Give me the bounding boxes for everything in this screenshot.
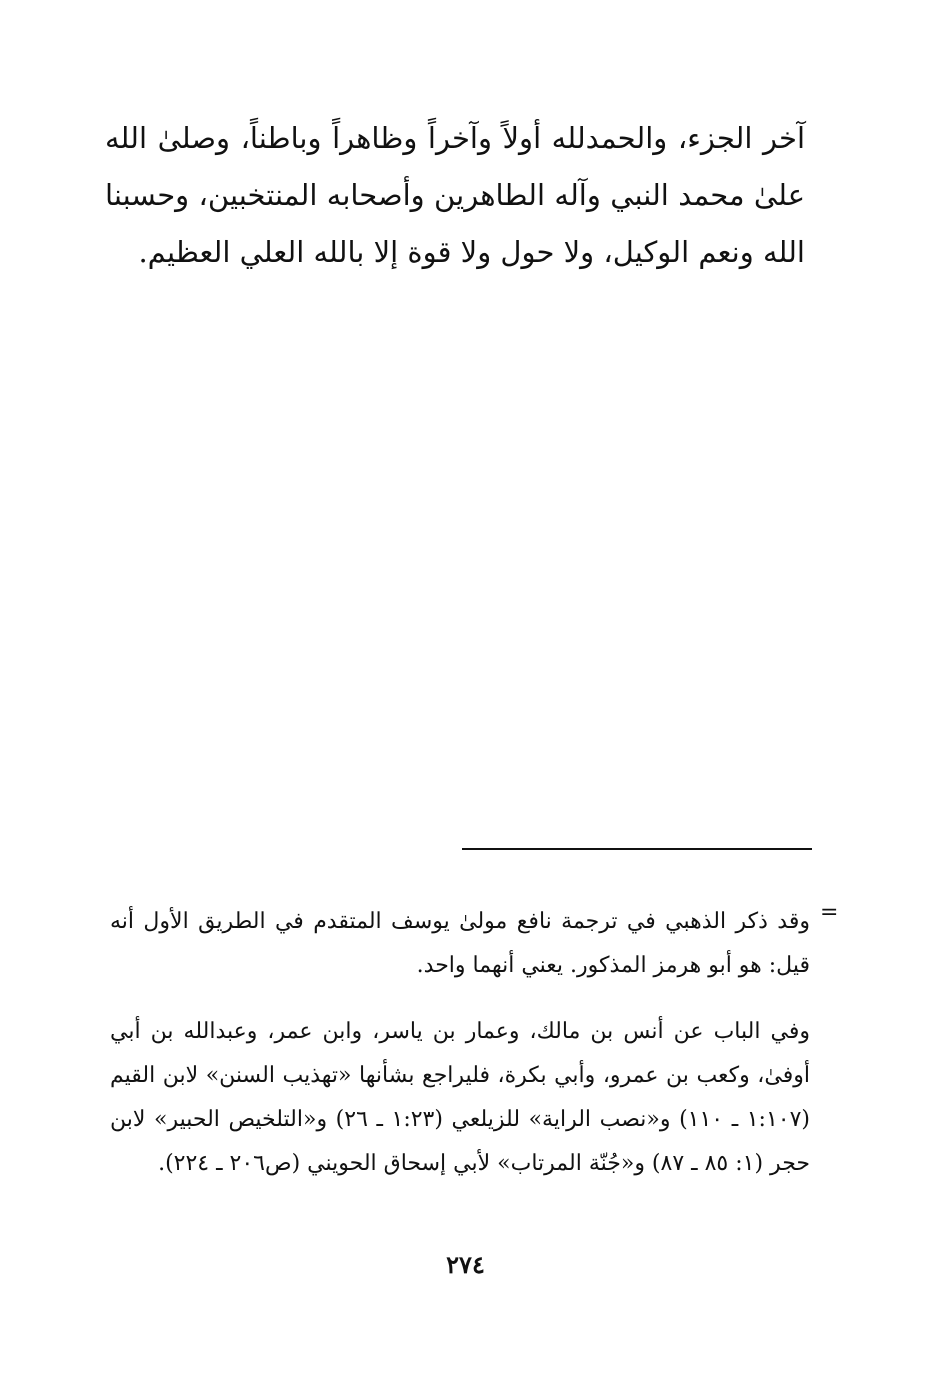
footnote-divider: [462, 848, 812, 850]
footnote-continuation-mark: =: [820, 900, 839, 925]
footnote-paragraph-2: وفي الباب عن أنس بن مالك، وعمار بن ياسر، وابن عمر، وعبدالله بن أبي أوفىٰ، وكعب بن عمرو، وأبي بكرة، فليراجع بشأنها «تهذيب السنن» لابن القيم (١:١٠٧ ـ ١١٠) و«نصب الراية» للزيلعي (١:٢٣ ـ ٢٦) و«التلخيص الحبير» لابن حجر (١: ٨٥ ـ ٨٧) و«جُنّة المرتاب» لأبي إسحاق الحويني (ص٢٠٦ ـ ٢٢٤).: [110, 1019, 811, 1176]
main-text-block: [105, 110, 805, 281]
footnote-paragraph-1: وقد ذكر الذهبي في ترجمة نافع مولىٰ يوسف المتقدم في الطريق الأول أنه قيل: هو أبو هرمز المذكور. يعني أنهما واحد.: [110, 909, 810, 978]
main-paragraph: آخر الجزء، والحمدلله أولاً وآخراً وظاهراً وباطناً، وصلىٰ الله علىٰ محمد النبي وآله الطاهرين وأصحابه المنتخبين، وحسبنا الله ونعم الوكيل، ولا حول ولا قوة إلا بالله العلي العظيم.: [105, 121, 805, 269]
footnotes-block: [110, 900, 810, 1186]
page-number: ٢٧٤: [446, 1250, 485, 1279]
